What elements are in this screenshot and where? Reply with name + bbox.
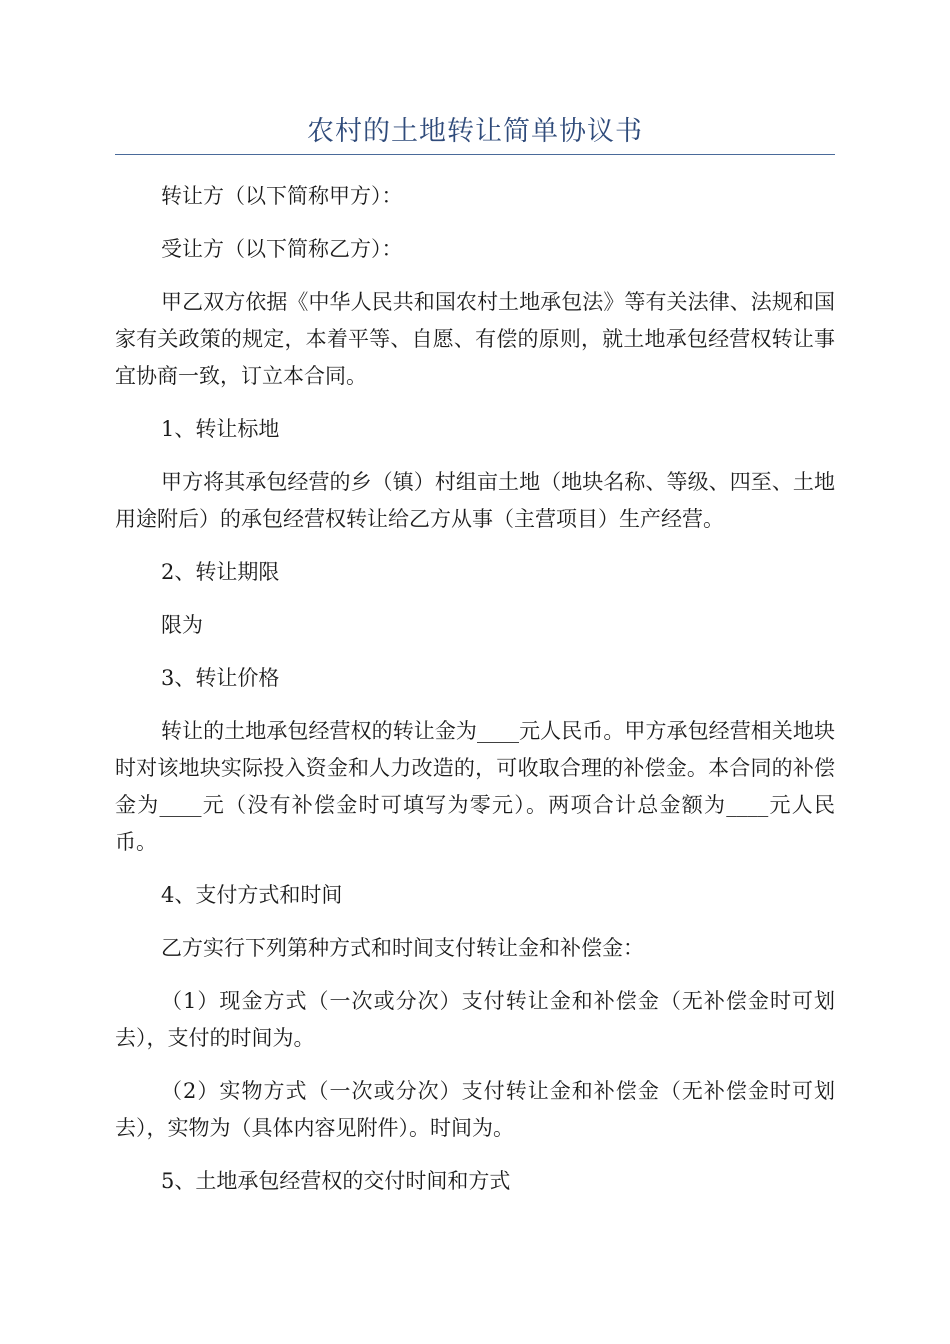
section-heading-2: 2、转让期限: [161, 560, 280, 584]
preamble-paragraph: 甲乙双方依据《中华人民共和国农村土地承包法》等有关法律、法规和国家有关政策的规定，本着平等、自愿、有偿的原则，就土地承包经营权转让事宜协商一致，订立本合同。: [115, 290, 835, 388]
section-4-text: 乙方实行下列第种方式和时间支付转让金和补偿金：: [161, 936, 644, 960]
document-body: [115, 178, 835, 1216]
transferee-line: 受让方（以下简称乙方）：: [161, 237, 403, 261]
payment-option-2: （2）实物方式（一次或分次）支付转让金和补偿金（无补偿金时可划去），实物为（具体内容见附件）。时间为。: [115, 1079, 835, 1140]
section-heading-3: 3、转让价格: [161, 666, 280, 690]
section-heading-4: 4、支付方式和时间: [161, 883, 343, 907]
section-2-text: 限为: [161, 613, 203, 637]
transferor-line: 转让方（以下简称甲方）：: [161, 184, 403, 208]
section-3-text: 转让的土地承包经营权的转让金为____元人民币。甲方承包经营相关地块时对该地块实际投入资金和人力改造的，可收取合理的补偿金。本合同的补偿金为____元（没有补偿金时可填写为零元）。两项合计总金额为____元人民币。: [115, 719, 835, 854]
payment-option-1: （1）现金方式（一次或分次）支付转让金和补偿金（无补偿金时可划去），支付的时间为。: [115, 989, 835, 1050]
title-underline: [115, 154, 835, 155]
section-heading-1: 1、转让标地: [161, 417, 280, 441]
document-title: 农村的土地转让简单协议书: [307, 116, 643, 147]
section-heading-5: 5、土地承包经营权的交付时间和方式: [161, 1169, 511, 1193]
section-1-text: 甲方将其承包经营的乡（镇）村组亩土地（地块名称、等级、四至、土地用途附后）的承包经营权转让给乙方从事（主营项目）生产经营。: [115, 470, 835, 531]
